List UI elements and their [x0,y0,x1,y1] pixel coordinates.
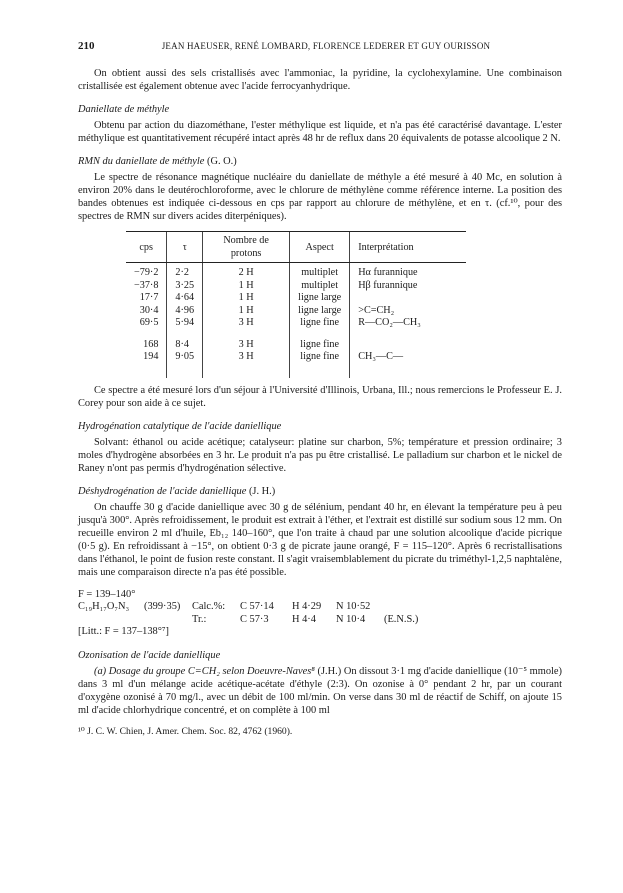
intro-paragraph: On obtient aussi des sels cristallisés avec l'ammoniac, la pyridine, la cyclohexylamine. Une combinaison cristallisée est également obtenue avec l'acide ferrocyanhydrique. [78,68,562,92]
cell-aspect: ligne fine [290,317,350,330]
cell-protons: 2 H [203,263,290,280]
cell-cps: −37·8 [134,279,159,291]
found-c: C 57·3 [240,613,269,625]
col-protons: Nombre de protons [203,232,290,263]
table-row [126,317,466,330]
cell-tau: 2·2 [167,263,203,280]
cell-cps: 69·5 [139,317,159,328]
table-row [126,263,466,280]
cell-aspect: ligne fine [290,351,350,378]
cell-protons: 1 H [203,280,290,293]
cell-aspect: ligne fine [290,330,350,352]
literature-value: [Litt.: F = 137–138°⁷] [78,626,169,637]
ozonisation-body: On dissout 3·1 mg d'acide daniellique (10⁻⁵ mmole) dans 3 ml d'un mélange acide acétique-acétate d'éthyle (2:3). On ozonise à 0° pendant 2 hr, par un courant d'oxygène ozonisé à 70 mg/l., avec un débit de 100 ml/min. On verse dans 30 ml de réactif de Schiff, on ajoute 15 ml d'acide chlorhydrique concentré, et on complète à 100 ml [78,665,562,716]
cell-tau: 3·25 [167,280,203,293]
molecular-weight: (399·35) [144,601,181,612]
cell-cps: 168 [143,338,159,350]
cell-interpretation: CH₃—C— [350,351,467,378]
cell-cps: 17·7 [139,292,159,303]
cell-aspect: multiplet [290,263,350,280]
cell-cps: −79·2 [134,267,159,278]
dehydrogenation-text: On chauffe 30 g d'acide daniellique avec 30 g de sélénium, pendant 40 hr, en élevant la température peu à peu jusqu'à 300°. Après refroidissement, le produit est extrait à l'éther, et l'extrait est distillé sur sodium sous 12 mm. On recueille environ 2 ml d'huile, Eb₁₂ 140–160°, que l'on traite à chaud par une solution alcoolique d'acide picrique (0·5 g). En refroidissant à −15°, on obtient 0·3 g de picrate jaune orangé, F = 115–120°. Après 6 recristallisations dans l'éthanol, le point de fusion reste constant. Il s'agit vraisemblablement du picrate du triméthyl-1,2,5 naphtalène, mais une comparaison directe n'a pas été possible. [78,501,562,578]
calc-h: H 4·29 [292,601,322,612]
ozonisation-text [78,665,562,717]
dehydrogenation-title: Déshydrogénation de l'acide daniellique [78,485,247,497]
page-number: 210 [78,40,95,52]
rmn-table-header [126,232,466,263]
cell-protons: 3 H [203,351,290,378]
rmn-title: RMN du daniellate de méthyle [78,156,205,167]
cell-interpretation: R—CO₂—CH₃ [350,317,467,330]
ozonisation-subtitle: (a) Dosage du groupe C=CH₂ selon Doeuvre-Naves⁸ [94,665,315,677]
rmn-table [126,231,466,378]
melting-point: F = 139–140° [78,588,136,600]
cell-aspect: ligne large [290,292,350,305]
page [78,40,562,738]
cell-interpretation: Hβ furannique [350,280,467,293]
cell-protons: 1 H [203,292,290,305]
section-title-methyl-ester: Daniellate de méthyle [78,104,170,115]
table-row [126,305,466,318]
dehydrogenation-author: (J. H.) [248,485,276,497]
cell-protons: 1 H [203,305,290,318]
found-lab: (E.N.S.) [384,613,419,625]
section-title-rmn [78,155,562,168]
section-title-ozonisation: Ozonisation de l'acide daniellique [78,649,221,661]
rmn-title-author: (G. O.) [207,156,237,167]
cell-interpretation: >C=CH₂ [350,305,467,318]
col-tau: τ [167,232,203,263]
rmn-acknowledgement: Ce spectre a été mesuré lors d'un séjour à l'Université d'Illinois, Urbana, Ill.; nous remercions le Professeur E. J. Corey pour son aide à ce sujet. [78,384,562,409]
col-aspect: Aspect [290,232,350,263]
calc-label: Calc.%: [192,601,226,612]
table-row [126,351,466,378]
col-interpretation: Interprétation [350,232,467,263]
calc-c: C 57·14 [240,601,274,612]
found-label: Tr.: [192,613,207,625]
ozonisation-author: (J.H.) [317,665,342,677]
found-n: N 10·4 [336,613,366,625]
table-row [126,292,466,305]
cell-tau: 8·4 [167,330,203,352]
found-h: H 4·4 [292,613,316,625]
methyl-ester-text: Obtenu par action du diazométhane, l'ester méthylique est liquide, et n'a pas été caractérisé davantage. L'ester méthylique est quantitativement récupéré intact après 48 hr de reflux dans 20 équivalents de potasse alcoolique 2 N. [78,120,562,144]
cell-tau: 4·96 [167,305,203,318]
table-row [126,280,466,293]
cell-tau: 4·64 [167,292,203,305]
section-title-hydrogenation: Hydrogénation catalytique de l'acide daniellique [78,420,282,432]
col-cps: cps [126,232,167,263]
cell-interpretation: Hα furannique [350,263,467,280]
cell-protons: 3 H [203,317,290,330]
molecular-formula: C₁₉H₁₇O₇N₃ [78,601,130,612]
cell-interpretation [350,330,467,352]
hydrogenation-text: Solvant: éthanol ou acide acétique; catalyseur: platine sur charbon, 5%; température et pression ordinaire; 3 moles d'hydrogène absorbées en 3 hr. Le produit n'a pas pu être cristallisé. Le palladium sur charbon et le nickel de Raney n'ont pas permis d'hydrogénation sélective. [78,436,562,474]
section-title-dehydrogenation [78,485,562,498]
cell-protons: 3 H [203,330,290,352]
table-row [126,330,466,352]
running-header [78,40,562,53]
cell-aspect: multiplet [290,280,350,293]
cell-tau: 5·94 [167,317,203,330]
cell-cps: 30·4 [139,304,159,316]
cell-cps: 194 [143,351,159,362]
analysis-block [78,589,562,639]
running-authors: JEAN HAEUSER, RENÉ LOMBARD, FLORENCE LEDERER ET GUY OURISSON [161,41,491,51]
cell-tau: 9·05 [167,351,203,378]
calc-n: N 10·52 [336,601,371,612]
cell-aspect: ligne large [290,305,350,318]
rmn-text: Le spectre de résonance magnétique nucléaire du daniellate de méthyle a été mesuré à 40 Mc, en solution à environ 20% dans le deutérochloroforme, avec le chlorure de méthylène comme référence interne. La position des bandes obtenues est indiquée ci-dessous en cps par rapport au chlorure de méthylène, et en τ. (cf.¹⁰, pour des spectres de RMN sur divers acides diterpéniques). [78,172,562,222]
footnote: ¹⁰ J. C. W. Chien, J. Amer. Chem. Soc. 82, 4762 (1960). [78,725,293,737]
cell-interpretation [350,292,467,305]
